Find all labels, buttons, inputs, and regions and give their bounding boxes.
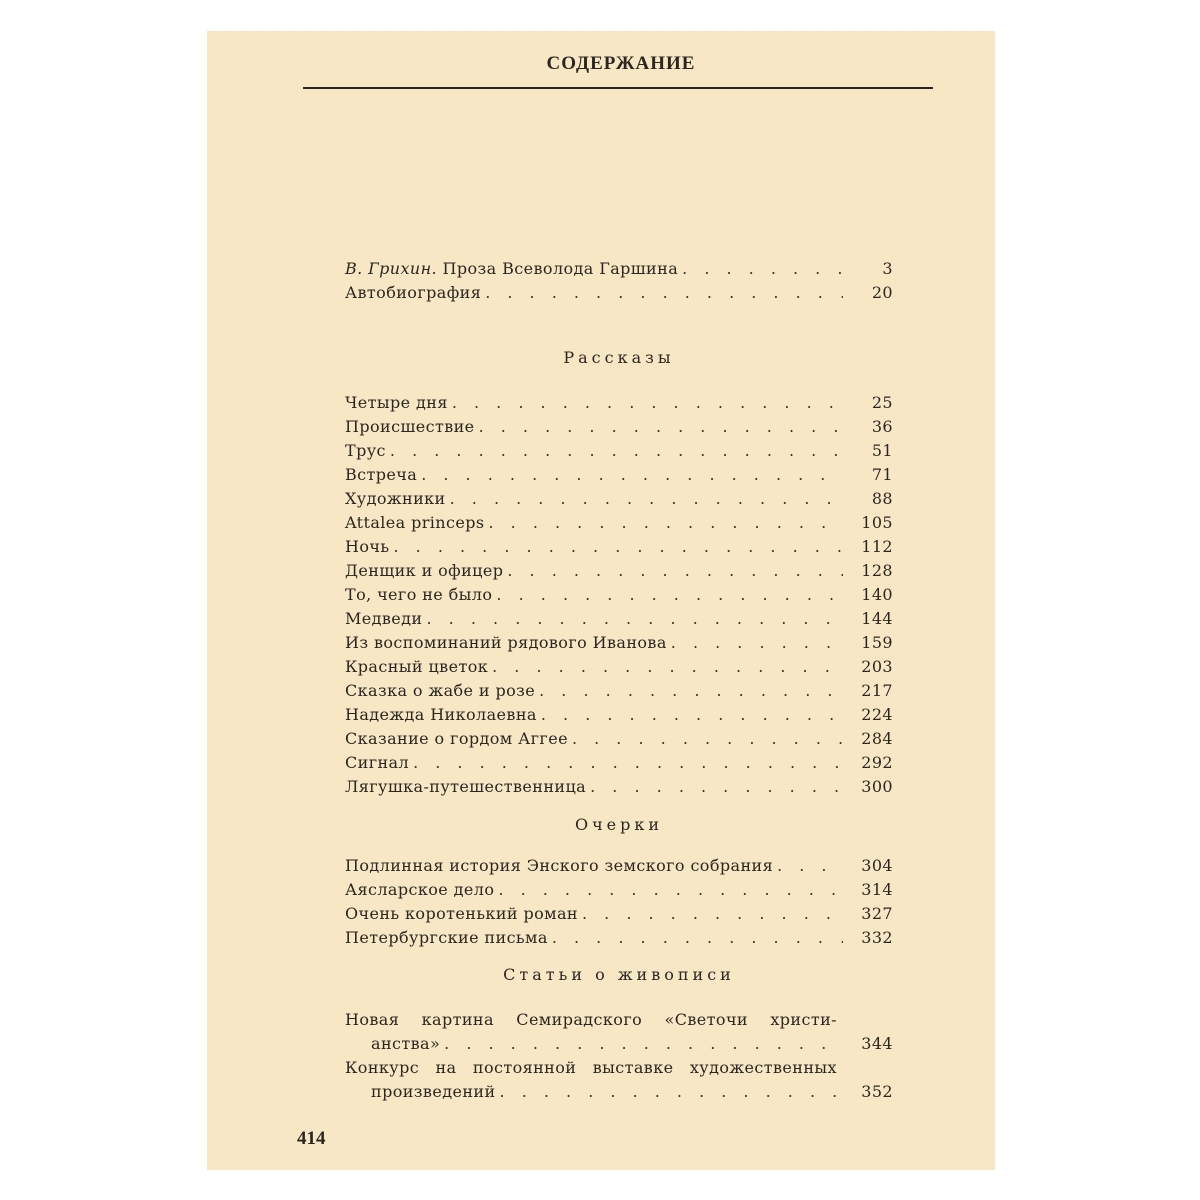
toc-entry[interactable] bbox=[345, 464, 893, 486]
toc-entry[interactable] bbox=[345, 512, 893, 534]
entry-page: 51 bbox=[871, 441, 893, 460]
entry-title: Петербургские письма bbox=[345, 928, 548, 947]
leader-dots bbox=[548, 927, 843, 949]
toc-entry-line[interactable] bbox=[345, 1009, 837, 1031]
toc-entry[interactable] bbox=[345, 776, 893, 798]
leader-dots bbox=[475, 416, 843, 438]
entry-title: Сигнал bbox=[345, 753, 410, 772]
entry-page: 344 bbox=[861, 1034, 893, 1053]
toc-entry[interactable] bbox=[345, 728, 893, 750]
page-header: СОДЕРЖАНИЕ bbox=[546, 53, 696, 74]
leader-dots bbox=[568, 728, 843, 750]
entry-title: То, чего не было bbox=[345, 585, 493, 604]
header-rule bbox=[303, 87, 933, 89]
entry-page: 25 bbox=[871, 393, 893, 412]
toc-entry[interactable] bbox=[345, 416, 893, 438]
leader-dots bbox=[494, 879, 843, 901]
entry-page: 224 bbox=[861, 705, 893, 724]
leader-dots bbox=[537, 704, 843, 726]
toc-entry[interactable] bbox=[345, 560, 893, 582]
word: христи- bbox=[770, 1010, 837, 1029]
leader-dots bbox=[678, 258, 843, 280]
word: Конкурс bbox=[345, 1058, 420, 1077]
entry-title: произведений bbox=[371, 1082, 496, 1101]
leader-dots bbox=[481, 282, 843, 304]
entry-page: 20 bbox=[871, 283, 893, 302]
entry-title: Сказка о жабе и розе bbox=[345, 681, 536, 700]
leader-dots bbox=[578, 903, 843, 925]
entry-title: Сказание о гордом Аггее bbox=[345, 729, 568, 748]
entry-page: 144 bbox=[861, 609, 893, 628]
entry-title: анства» bbox=[371, 1034, 441, 1053]
entry-title: Проза Всеволода Гаршина bbox=[442, 259, 679, 278]
leader-dots bbox=[667, 632, 843, 654]
toc-entry-intro-essay[interactable] bbox=[345, 258, 893, 280]
toc-entry[interactable] bbox=[345, 632, 893, 654]
leader-dots bbox=[484, 512, 843, 534]
toc-entry[interactable] bbox=[345, 536, 893, 558]
leader-dots bbox=[448, 392, 843, 414]
toc-entry[interactable] bbox=[371, 1081, 893, 1103]
toc-entry[interactable] bbox=[345, 855, 893, 877]
section-heading-sketches: Очерки bbox=[574, 815, 664, 834]
entry-page: 304 bbox=[861, 856, 893, 875]
entry-page: 300 bbox=[861, 777, 893, 796]
entry-title: Художники bbox=[345, 489, 446, 508]
entry-title: Из воспоминаний рядового Иванова bbox=[345, 633, 667, 652]
entry-author: В. Грихин. bbox=[345, 259, 438, 278]
entry-page: 140 bbox=[861, 585, 893, 604]
entry-page: 88 bbox=[871, 489, 893, 508]
toc-entry[interactable] bbox=[345, 608, 893, 630]
leader-dots bbox=[417, 464, 843, 486]
word: художественных bbox=[689, 1058, 837, 1077]
toc-entry[interactable] bbox=[345, 927, 893, 949]
entry-title: Четыре дня bbox=[345, 393, 448, 412]
toc-entry[interactable] bbox=[345, 440, 893, 462]
toc-entry[interactable] bbox=[345, 656, 893, 678]
leader-dots bbox=[503, 560, 843, 582]
leader-dots bbox=[440, 1033, 843, 1055]
toc-entry[interactable] bbox=[371, 1033, 893, 1055]
leader-dots bbox=[386, 440, 843, 462]
toc-entry[interactable] bbox=[345, 584, 893, 606]
entry-page: 332 bbox=[861, 928, 893, 947]
entry-title: Ночь bbox=[345, 537, 390, 556]
entry-page: 159 bbox=[861, 633, 893, 652]
leader-dots bbox=[409, 752, 843, 774]
entry-title: Красный цветок bbox=[345, 657, 489, 676]
leader-dots bbox=[423, 608, 844, 630]
entry-page: 128 bbox=[861, 561, 893, 580]
entry-page: 36 bbox=[871, 417, 893, 436]
entry-page: 112 bbox=[861, 537, 893, 556]
entry-page: 292 bbox=[861, 753, 893, 772]
leader-dots bbox=[586, 776, 843, 798]
word: картина bbox=[421, 1010, 494, 1029]
toc-entry[interactable] bbox=[345, 680, 893, 702]
leader-dots bbox=[535, 680, 843, 702]
toc-entry[interactable] bbox=[345, 903, 893, 925]
leader-dots bbox=[492, 584, 843, 606]
entry-page: 314 bbox=[861, 880, 893, 899]
word: Семирадского bbox=[516, 1010, 643, 1029]
word: выставке bbox=[592, 1058, 674, 1077]
word: Новая bbox=[345, 1010, 400, 1029]
word: на bbox=[435, 1058, 457, 1077]
entry-title: Трус bbox=[345, 441, 386, 460]
section-heading-stories: Рассказы bbox=[563, 348, 675, 367]
toc-entry-autobiography[interactable] bbox=[345, 282, 893, 304]
toc-entry-line[interactable] bbox=[345, 1057, 837, 1079]
entry-title: Медведи bbox=[345, 609, 423, 628]
section-heading-articles: Статьи о живописи bbox=[503, 965, 735, 984]
leader-dots bbox=[496, 1081, 843, 1103]
entry-page: 217 bbox=[861, 681, 893, 700]
page-number: 414 bbox=[297, 1128, 326, 1149]
entry-title: Аясларское дело bbox=[345, 880, 495, 899]
toc-entry[interactable] bbox=[345, 879, 893, 901]
entry-title: Лягушка-путешественница bbox=[345, 777, 587, 796]
toc-entry[interactable] bbox=[345, 752, 893, 774]
entry-title: Надежда Николаевна bbox=[345, 705, 537, 724]
entry-page: 327 bbox=[861, 904, 893, 923]
entry-title: Денщик и офицер bbox=[345, 561, 504, 580]
entry-title: Встреча bbox=[345, 465, 418, 484]
leader-dots bbox=[389, 536, 843, 558]
word: постоянной bbox=[472, 1058, 577, 1077]
leader-dots bbox=[773, 855, 843, 877]
toc-entry[interactable] bbox=[345, 488, 893, 510]
entry-page: 71 bbox=[871, 465, 893, 484]
toc-entry[interactable] bbox=[345, 392, 893, 414]
entry-title: Происшествие bbox=[345, 417, 475, 436]
entry-page: 3 bbox=[882, 259, 893, 278]
book-page bbox=[207, 31, 995, 1170]
word: «Светочи bbox=[664, 1010, 748, 1029]
leader-dots bbox=[446, 488, 843, 510]
entry-title: Подлинная история Энского земского собрания bbox=[345, 856, 774, 875]
entry-title: Attalea princeps bbox=[345, 513, 485, 532]
entry-page: 352 bbox=[861, 1082, 893, 1101]
leader-dots bbox=[488, 656, 843, 678]
entry-title: Автобиография bbox=[345, 283, 482, 302]
entry-page: 105 bbox=[861, 513, 893, 532]
entry-page: 203 bbox=[861, 657, 893, 676]
entry-title: Очень коротенький роман bbox=[345, 904, 578, 923]
entry-page: 284 bbox=[861, 729, 893, 748]
toc-entry[interactable] bbox=[345, 704, 893, 726]
